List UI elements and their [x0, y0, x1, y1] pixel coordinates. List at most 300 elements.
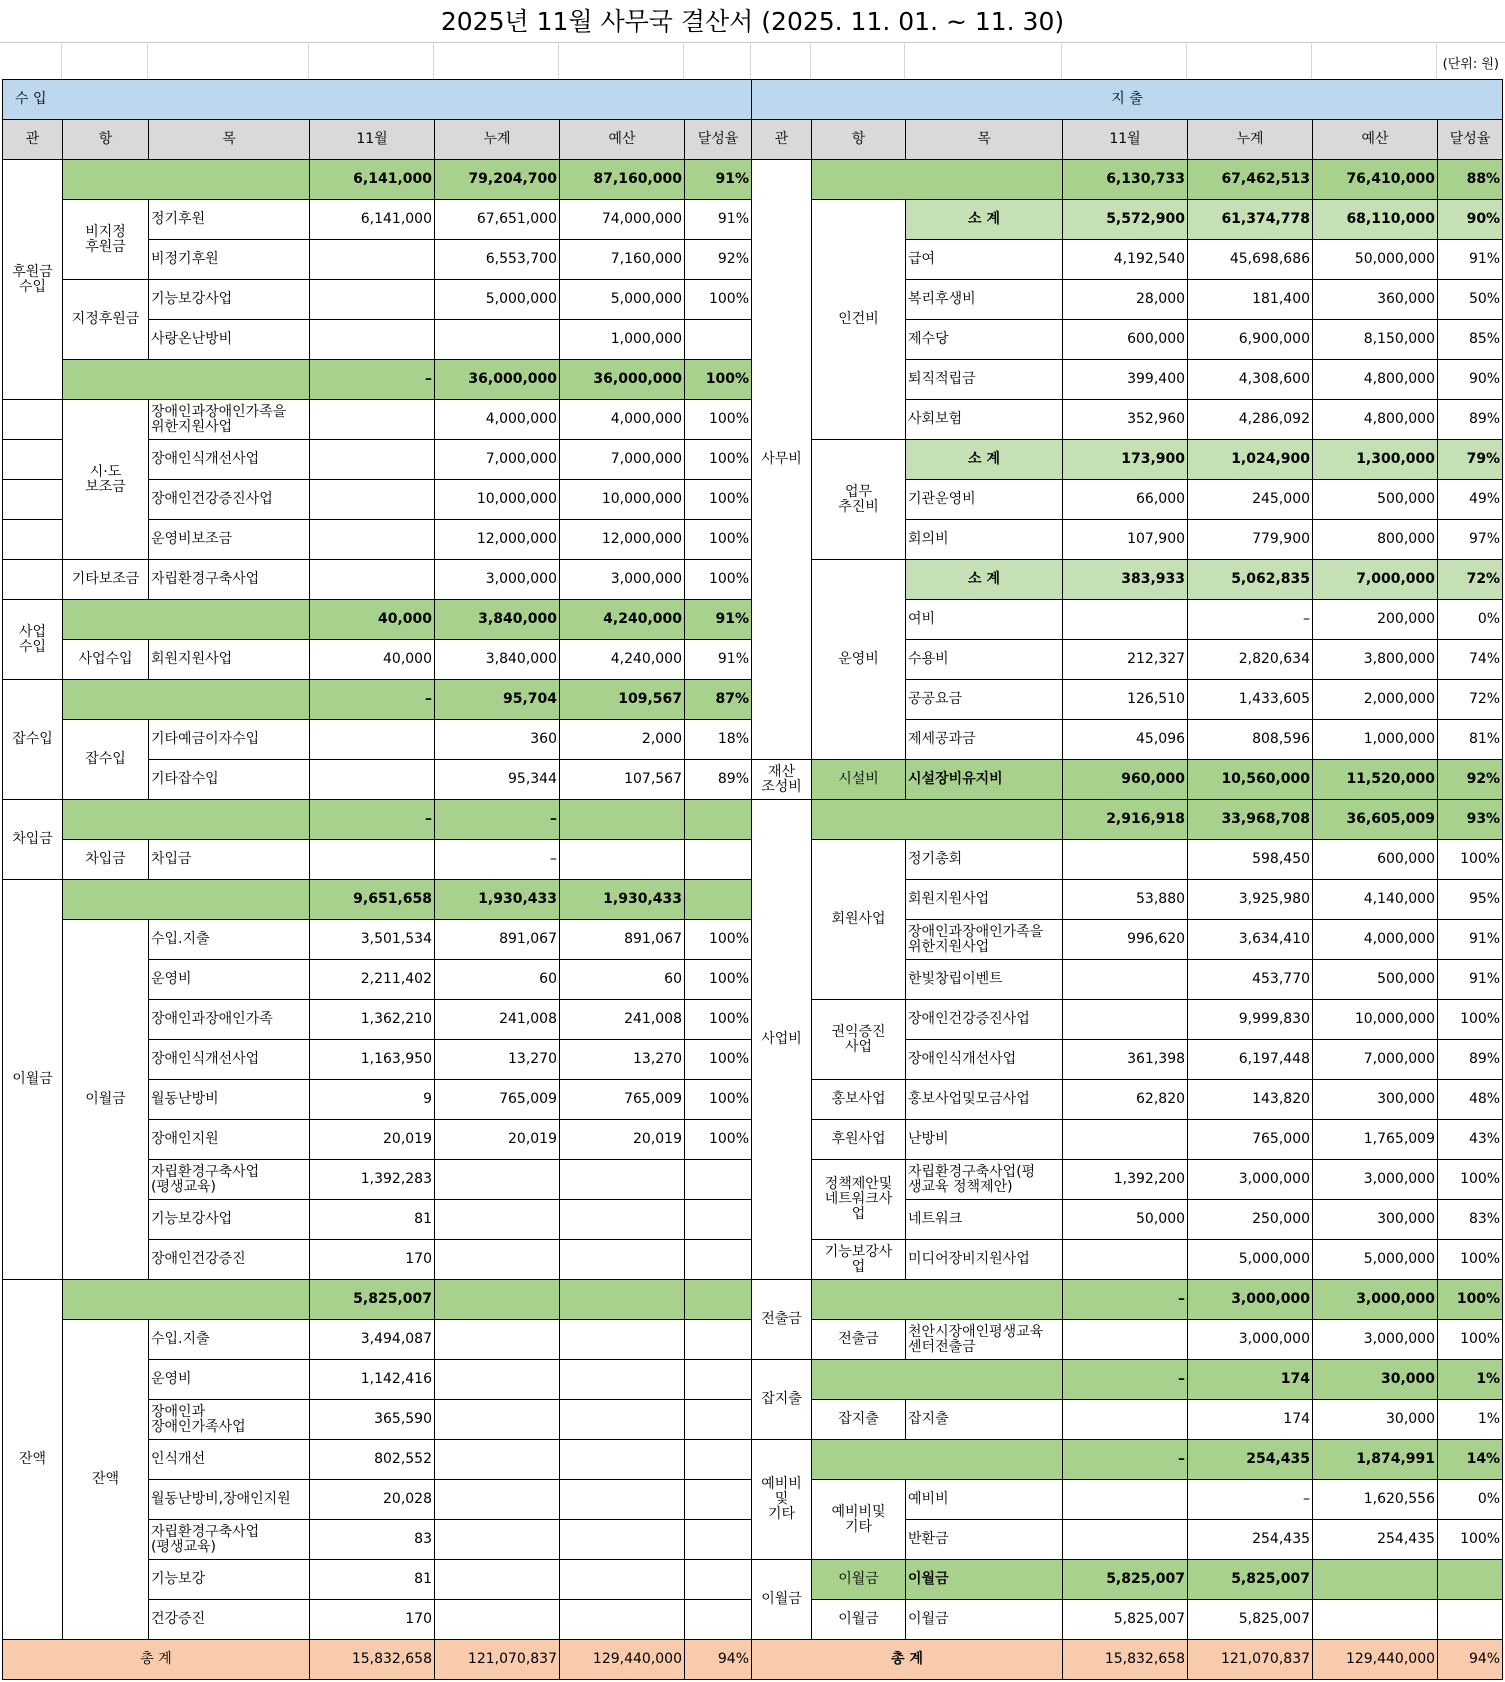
expense-cell: 352,960: [1063, 400, 1188, 440]
expense-cell: 제수당: [906, 320, 1063, 360]
income-cell: 1,930,433: [560, 880, 685, 920]
income-cell: 이월금: [63, 920, 149, 1280]
expense-cell: 107,900: [1063, 520, 1188, 560]
income-cell: [63, 880, 310, 920]
expense-cell: 453,770: [1188, 960, 1313, 1000]
expense-cell: 45,698,686: [1188, 240, 1313, 280]
income-cell: [3, 440, 63, 480]
expense-cell: 173,900: [1063, 440, 1188, 480]
expense-cell: 5,825,007: [1188, 1600, 1313, 1640]
column-header: 목: [906, 120, 1063, 160]
income-cell: 365,590: [310, 1400, 435, 1440]
income-cell: 3,494,087: [310, 1320, 435, 1360]
expense-cell: 5,000,000: [1188, 1240, 1313, 1280]
expense-cell: 600,000: [1313, 840, 1438, 880]
expense-cell: 33,968,708: [1188, 800, 1313, 840]
income-cell: 시·도 보조금: [63, 400, 149, 560]
income-cell: 100%: [685, 400, 752, 440]
expense-cell: –: [1188, 600, 1313, 640]
income-cell: 12,000,000: [560, 520, 685, 560]
expense-cell: 68,110,000: [1313, 200, 1438, 240]
income-cell: [3, 400, 63, 440]
income-cell: [3, 480, 63, 520]
income-cell: 기타보조금: [63, 560, 149, 600]
expense-cell: [1438, 1600, 1503, 1640]
income-cell: 67,651,000: [435, 200, 560, 240]
income-cell: 운영비: [149, 1360, 310, 1400]
expense-cell: 이월금: [812, 1600, 906, 1640]
expense-cell: –: [1063, 1440, 1188, 1480]
expense-cell: 4,000,000: [1313, 920, 1438, 960]
expense-cell: 43%: [1438, 1120, 1503, 1160]
column-header: 11월: [1063, 120, 1188, 160]
expense-cell: 50,000: [1063, 1200, 1188, 1240]
expense-cell: 5,062,835: [1188, 560, 1313, 600]
income-cell: 100%: [685, 360, 752, 400]
income-cell: 74,000,000: [560, 200, 685, 240]
income-cell: 장애인건강증진사업: [149, 480, 310, 520]
expense-cell: [812, 1280, 1063, 1320]
expense-cell: 난방비: [906, 1120, 1063, 1160]
expense-cell: 미디어장비지원사업: [906, 1240, 1063, 1280]
income-cell: 인식개선: [149, 1440, 310, 1480]
expense-cell: 10,560,000: [1188, 760, 1313, 800]
income-cell: [685, 1520, 752, 1560]
expense-cell: 30,000: [1313, 1360, 1438, 1400]
expense-cell: 9,999,830: [1188, 1000, 1313, 1040]
expense-cell: 600,000: [1063, 320, 1188, 360]
expense-cell: 100%: [1438, 1520, 1503, 1560]
expense-cell: 126,510: [1063, 680, 1188, 720]
expense-cell: 4,192,540: [1063, 240, 1188, 280]
income-cell: 3,000,000: [435, 560, 560, 600]
expense-cell: 복리후생비: [906, 280, 1063, 320]
expense-cell: 399,400: [1063, 360, 1188, 400]
income-cell: 79,204,700: [435, 160, 560, 200]
income-cell: [685, 880, 752, 920]
expense-cell: 91%: [1438, 240, 1503, 280]
income-cell: [63, 360, 310, 400]
expense-cell: 83%: [1438, 1200, 1503, 1240]
column-header: 예산: [560, 120, 685, 160]
income-cell: 비정기후원: [149, 240, 310, 280]
income-cell: [435, 1320, 560, 1360]
income-cell: 기능보강사업: [149, 1200, 310, 1240]
expense-cell: 총 계: [752, 1640, 1063, 1680]
column-header: 관: [752, 120, 812, 160]
expense-cell: 100%: [1438, 1280, 1503, 1320]
expense-cell: 6,197,448: [1188, 1040, 1313, 1080]
expense-cell: 이월금: [906, 1600, 1063, 1640]
expense-cell: [1313, 1600, 1438, 1640]
income-cell: 4,240,000: [560, 640, 685, 680]
expense-cell: 급여: [906, 240, 1063, 280]
expense-cell: 소 계: [906, 200, 1063, 240]
income-cell: 4,000,000: [435, 400, 560, 440]
income-cell: –: [310, 680, 435, 720]
income-cell: [63, 680, 310, 720]
income-cell: [435, 1520, 560, 1560]
income-cell: 월동난방비,장애인지원: [149, 1480, 310, 1520]
expense-cell: 여비: [906, 600, 1063, 640]
expense-cell: 245,000: [1188, 480, 1313, 520]
expense-cell: 383,933: [1063, 560, 1188, 600]
expense-cell: 66,000: [1063, 480, 1188, 520]
income-cell: [560, 1360, 685, 1400]
income-cell: 15,832,658: [310, 1640, 435, 1680]
expense-cell: 수용비: [906, 640, 1063, 680]
income-cell: 13,270: [560, 1040, 685, 1080]
expense-cell: 48%: [1438, 1080, 1503, 1120]
income-cell: 4,000,000: [560, 400, 685, 440]
expense-cell: 5,825,007: [1063, 1560, 1188, 1600]
expense-cell: 93%: [1438, 800, 1503, 840]
expense-cell: 3,000,000: [1313, 1160, 1438, 1200]
income-cell: 1,142,416: [310, 1360, 435, 1400]
income-cell: 100%: [685, 560, 752, 600]
unit-label: (단위: 원): [1442, 57, 1499, 72]
expense-cell: 100%: [1438, 1320, 1503, 1360]
income-cell: [685, 1600, 752, 1640]
income-cell: 100%: [685, 440, 752, 480]
expense-cell: 3,925,980: [1188, 880, 1313, 920]
income-cell: 129,440,000: [560, 1640, 685, 1680]
income-cell: 장애인과장애인가족을 위한지원사업: [149, 400, 310, 440]
income-cell: [685, 1280, 752, 1320]
expense-cell: 74%: [1438, 640, 1503, 680]
expense-cell: 소 계: [906, 560, 1063, 600]
expense-cell: 3,634,410: [1188, 920, 1313, 960]
expense-cell: 360,000: [1313, 280, 1438, 320]
expense-cell: 이월금: [812, 1560, 906, 1600]
expense-cell: 8,150,000: [1313, 320, 1438, 360]
income-cell: 20,019: [560, 1120, 685, 1160]
expense-cell: 잡지출: [752, 1360, 812, 1440]
expense-cell: 97%: [1438, 520, 1503, 560]
income-cell: 6,141,000: [310, 160, 435, 200]
expense-cell: 300,000: [1313, 1200, 1438, 1240]
expense-cell: 장애인과장애인가족을 위한지원사업: [906, 920, 1063, 960]
income-cell: [560, 1600, 685, 1640]
expense-cell: 100%: [1438, 1000, 1503, 1040]
expense-cell: 90%: [1438, 200, 1503, 240]
income-cell: 수입.지출: [149, 920, 310, 960]
column-header: 항: [63, 120, 149, 160]
expense-cell: [812, 1360, 1063, 1400]
income-cell: [3, 560, 63, 600]
expense-cell: 88%: [1438, 160, 1503, 200]
income-cell: 월동난방비: [149, 1080, 310, 1120]
expense-cell: 1,392,200: [1063, 1160, 1188, 1200]
expense-cell: 소 계: [906, 440, 1063, 480]
expense-cell: 사무비: [752, 160, 812, 760]
income-cell: 100%: [685, 520, 752, 560]
income-cell: [560, 1440, 685, 1480]
expense-cell: 1,620,556: [1313, 1480, 1438, 1520]
income-cell: 18%: [685, 720, 752, 760]
income-cell: –: [310, 800, 435, 840]
income-cell: 잔액: [63, 1320, 149, 1640]
expense-cell: 500,000: [1313, 960, 1438, 1000]
income-cell: [435, 1280, 560, 1320]
income-cell: [685, 1320, 752, 1360]
expense-cell: 129,440,000: [1313, 1640, 1438, 1680]
expense-cell: 45,096: [1063, 720, 1188, 760]
income-cell: 7,160,000: [560, 240, 685, 280]
income-cell: [310, 720, 435, 760]
expense-cell: 5,825,007: [1063, 1600, 1188, 1640]
expense-cell: 후원사업: [812, 1120, 906, 1160]
expense-cell: 정책제안및 네트워크사 업: [812, 1160, 906, 1240]
expense-cell: 254,435: [1188, 1520, 1313, 1560]
expense-cell: 72%: [1438, 680, 1503, 720]
expense-cell: 천안시장애인평생교육 센터전출금: [906, 1320, 1063, 1360]
income-cell: [685, 1200, 752, 1240]
expense-cell: 시설장비유지비: [906, 760, 1063, 800]
expense-cell: 2,916,918: [1063, 800, 1188, 840]
expense-cell: 퇴직적립금: [906, 360, 1063, 400]
income-cell: [435, 1360, 560, 1400]
income-cell: 81: [310, 1200, 435, 1240]
expense-cell: 권익증진 사업: [812, 1000, 906, 1080]
income-cell: 4,240,000: [560, 600, 685, 640]
expense-cell: 2,000,000: [1313, 680, 1438, 720]
income-cell: [435, 1480, 560, 1520]
expense-cell: 94%: [1438, 1640, 1503, 1680]
section-header-row: [3, 80, 1503, 120]
income-cell: [560, 1200, 685, 1240]
income-cell: 91%: [685, 160, 752, 200]
income-cell: 91%: [685, 200, 752, 240]
income-cell: 2,000: [560, 720, 685, 760]
income-cell: 89%: [685, 760, 752, 800]
income-cell: –: [435, 840, 560, 880]
income-cell: 총 계: [3, 1640, 310, 1680]
income-cell: 1,163,950: [310, 1040, 435, 1080]
income-cell: [435, 1440, 560, 1480]
expense-cell: 1%: [1438, 1360, 1503, 1400]
income-cell: 891,067: [560, 920, 685, 960]
expense-cell: 0%: [1438, 600, 1503, 640]
income-cell: 107,567: [560, 760, 685, 800]
expense-cell: 85%: [1438, 320, 1503, 360]
income-cell: [560, 1520, 685, 1560]
income-cell: 5,825,007: [310, 1280, 435, 1320]
expense-cell: 잡지출: [812, 1400, 906, 1440]
income-cell: 1,392,283: [310, 1160, 435, 1200]
income-cell: 장애인과장애인가족: [149, 1000, 310, 1040]
expense-cell: 예비비및 기타: [812, 1480, 906, 1560]
income-cell: 기능보강: [149, 1560, 310, 1600]
income-cell: [560, 1280, 685, 1320]
expense-cell: 이월금: [752, 1560, 812, 1640]
expense-cell: 이월금: [906, 1560, 1063, 1600]
table-row: [3, 800, 1503, 840]
table-row: [3, 1560, 1503, 1600]
expense-cell: [1063, 1400, 1188, 1440]
income-cell: [435, 1560, 560, 1600]
income-cell: [310, 520, 435, 560]
income-cell: 장애인식개선사업: [149, 440, 310, 480]
expense-cell: 예비비 및 기타: [752, 1440, 812, 1560]
income-cell: 20,019: [435, 1120, 560, 1160]
income-cell: [435, 1240, 560, 1280]
expense-cell: 회원사업: [812, 840, 906, 1000]
income-cell: 회원지원사업: [149, 640, 310, 680]
expense-cell: 회원지원사업: [906, 880, 1063, 920]
income-cell: 765,009: [435, 1080, 560, 1120]
expense-cell: [1063, 600, 1188, 640]
income-cell: 정기후원: [149, 200, 310, 240]
expense-cell: 공공요금: [906, 680, 1063, 720]
income-cell: 36,000,000: [560, 360, 685, 400]
income-cell: [685, 800, 752, 840]
expense-cell: 1%: [1438, 1400, 1503, 1440]
income-cell: 9,651,658: [310, 880, 435, 920]
income-cell: 100%: [685, 1040, 752, 1080]
expense-cell: 95%: [1438, 880, 1503, 920]
table-row: [3, 160, 1503, 200]
income-cell: 장애인건강증진: [149, 1240, 310, 1280]
income-cell: 360: [435, 720, 560, 760]
income-cell: 자립환경구축사업: [149, 560, 310, 600]
income-cell: [435, 1160, 560, 1200]
expense-cell: [1063, 1520, 1188, 1560]
expense-cell: 재산 조성비: [752, 760, 812, 800]
income-cell: 사업 수입: [3, 600, 63, 680]
income-cell: 100%: [685, 1080, 752, 1120]
expense-cell: 3,800,000: [1313, 640, 1438, 680]
income-cell: 100%: [685, 960, 752, 1000]
expense-cell: 장애인식개선사업: [906, 1040, 1063, 1080]
income-cell: 6,553,700: [435, 240, 560, 280]
income-cell: 765,009: [560, 1080, 685, 1120]
income-cell: 60: [560, 960, 685, 1000]
income-cell: 91%: [685, 640, 752, 680]
expense-cell: 운영비: [812, 560, 906, 760]
income-cell: [685, 1400, 752, 1440]
income-cell: [63, 600, 310, 640]
expense-cell: 5,825,007: [1188, 1560, 1313, 1600]
expense-cell: 4,800,000: [1313, 400, 1438, 440]
expense-cell: 기관운영비: [906, 480, 1063, 520]
expense-cell: 200,000: [1313, 600, 1438, 640]
income-cell: 차입금: [3, 800, 63, 880]
expense-cell: [812, 1440, 1063, 1480]
income-cell: [310, 400, 435, 440]
income-cell: 87,160,000: [560, 160, 685, 200]
expense-cell: 1,433,605: [1188, 680, 1313, 720]
income-cell: 40,000: [310, 640, 435, 680]
expense-cell: 정기총회: [906, 840, 1063, 880]
income-cell: [435, 1400, 560, 1440]
expense-cell: 14%: [1438, 1440, 1503, 1480]
expense-cell: 전출금: [812, 1320, 906, 1360]
expense-cell: 254,435: [1313, 1520, 1438, 1560]
income-cell: 95,704: [435, 680, 560, 720]
income-cell: [310, 280, 435, 320]
expense-cell: [812, 800, 1063, 840]
income-cell: 차입금: [149, 840, 310, 880]
expense-cell: 홍보사업: [812, 1080, 906, 1120]
column-header: 누계: [435, 120, 560, 160]
income-cell: [560, 800, 685, 840]
expense-cell: [1438, 1560, 1503, 1600]
expense-cell: 90%: [1438, 360, 1503, 400]
income-cell: 잔액: [3, 1280, 63, 1640]
expense-cell: 361,398: [1063, 1040, 1188, 1080]
income-cell: 차입금: [63, 840, 149, 880]
expense-cell: [1063, 840, 1188, 880]
income-cell: 241,008: [435, 1000, 560, 1040]
expense-cell: 61,374,778: [1188, 200, 1313, 240]
expense-cell: 사회보험: [906, 400, 1063, 440]
income-cell: 건강증진: [149, 1600, 310, 1640]
expense-cell: 기능보강사 업: [812, 1240, 906, 1280]
income-cell: 100%: [685, 920, 752, 960]
expense-cell: 30,000: [1313, 1400, 1438, 1440]
income-cell: –: [310, 360, 435, 400]
income-cell: 40,000: [310, 600, 435, 640]
income-cell: [435, 320, 560, 360]
expense-cell: 1,765,009: [1313, 1120, 1438, 1160]
expense-cell: 예비비: [906, 1480, 1063, 1520]
income-cell: 60: [435, 960, 560, 1000]
expense-cell: [1313, 1560, 1438, 1600]
expense-cell: 49%: [1438, 480, 1503, 520]
expense-cell: 79%: [1438, 440, 1503, 480]
table-row: [3, 1280, 1503, 1320]
expense-cell: 50,000,000: [1313, 240, 1438, 280]
expense-cell: [1063, 1120, 1188, 1160]
income-cell: 지정후원금: [63, 280, 149, 360]
income-cell: [685, 1360, 752, 1400]
expense-cell: 자립환경구축사업(평 생교육 정책제안): [906, 1160, 1063, 1200]
income-cell: 170: [310, 1240, 435, 1280]
income-cell: [310, 840, 435, 880]
income-cell: 1,000,000: [560, 320, 685, 360]
table-row: [3, 760, 1503, 800]
income-cell: 수입.지출: [149, 1320, 310, 1360]
income-cell: 잡수입: [63, 720, 149, 800]
expense-cell: [812, 160, 1063, 200]
income-cell: 기타예금이자수입: [149, 720, 310, 760]
expense-cell: 996,620: [1063, 920, 1188, 960]
income-cell: [310, 440, 435, 480]
income-cell: 7,000,000: [560, 440, 685, 480]
expense-cell: 1,874,991: [1313, 1440, 1438, 1480]
income-cell: –: [435, 800, 560, 840]
expense-cell: 5,572,900: [1063, 200, 1188, 240]
income-cell: 36,000,000: [435, 360, 560, 400]
column-header: 목: [149, 120, 310, 160]
income-cell: [560, 1240, 685, 1280]
expense-cell: 15,832,658: [1063, 1640, 1188, 1680]
income-cell: 장애인과 장애인가족사업: [149, 1400, 310, 1440]
income-cell: 10,000,000: [435, 480, 560, 520]
expense-cell: 전출금: [752, 1280, 812, 1360]
income-cell: 1,362,210: [310, 1000, 435, 1040]
expense-cell: 3,000,000: [1188, 1320, 1313, 1360]
income-cell: 100%: [685, 480, 752, 520]
expense-cell: 7,000,000: [1313, 1040, 1438, 1080]
column-header: 달성율: [685, 120, 752, 160]
expense-cell: 100%: [1438, 1160, 1503, 1200]
income-cell: 장애인식개선사업: [149, 1040, 310, 1080]
expense-cell: 50%: [1438, 280, 1503, 320]
column-header-row: [3, 120, 1503, 160]
income-cell: 장애인지원: [149, 1120, 310, 1160]
